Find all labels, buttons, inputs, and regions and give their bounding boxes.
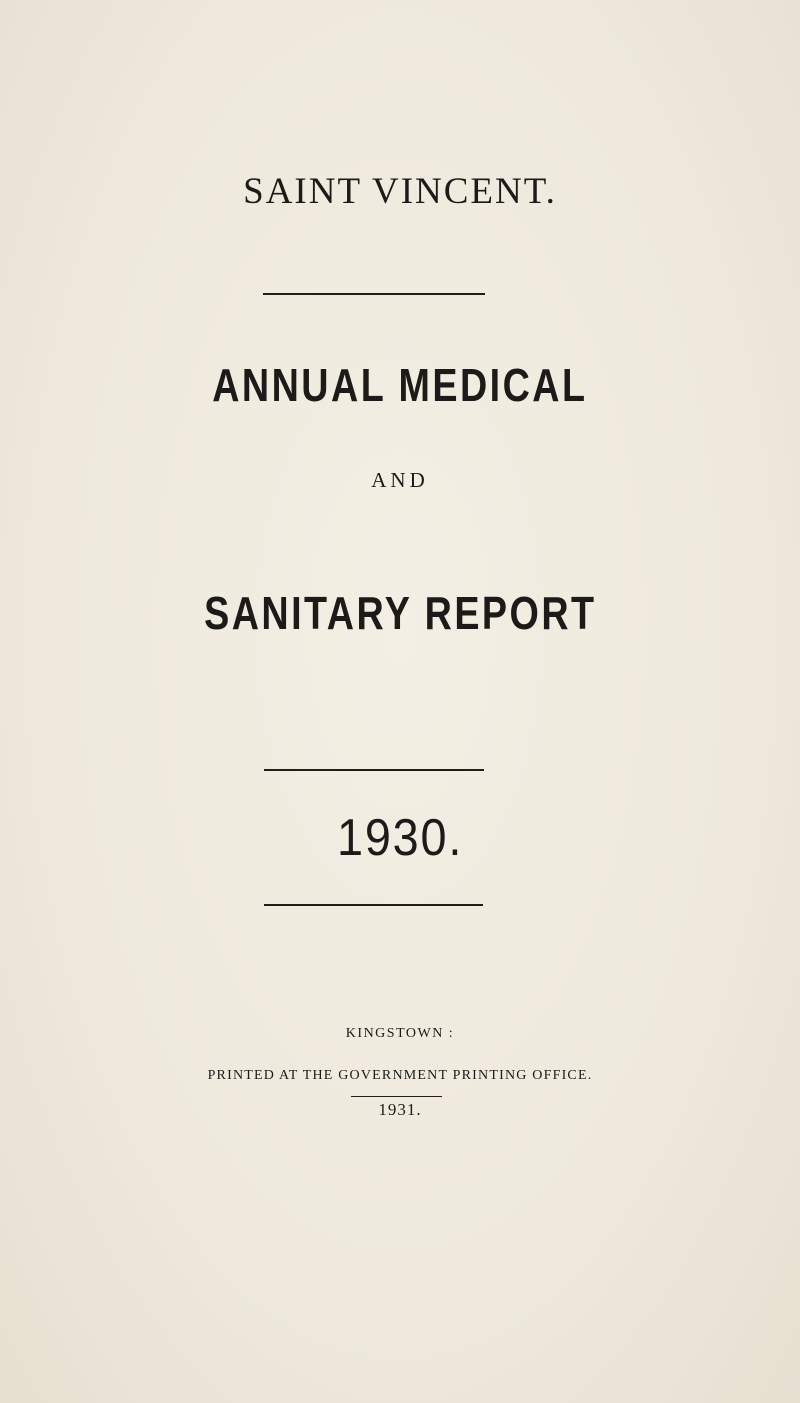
- title-line-2-text: SANITARY REPORT: [203, 587, 597, 639]
- publication-year: [0, 1100, 800, 1120]
- bottom-rule: [264, 904, 483, 906]
- report-year-text: 1930.: [336, 809, 464, 867]
- imprint-place-text: KINGSTOWN :: [345, 1026, 455, 1041]
- imprint-place: [0, 1026, 800, 1042]
- title-line-1: [0, 358, 800, 412]
- conjunction-label: AND: [371, 468, 429, 492]
- top-rule: [263, 293, 485, 295]
- imprint-printer: [0, 1068, 800, 1084]
- colony-heading-text: SAINT VINCENT.: [243, 171, 557, 212]
- middle-rule: [264, 769, 484, 771]
- title-line-2: [0, 586, 800, 640]
- report-year: [0, 808, 800, 868]
- colony-heading: [0, 170, 800, 213]
- title-line-1-text: ANNUAL MEDICAL: [212, 359, 588, 411]
- conjunction-text: [0, 468, 800, 493]
- publication-year-text: 1931.: [378, 1100, 422, 1119]
- imprint-printer-text: PRINTED AT THE GOVERNMENT PRINTING OFFICE.: [207, 1068, 593, 1083]
- imprint-rule: [351, 1096, 442, 1097]
